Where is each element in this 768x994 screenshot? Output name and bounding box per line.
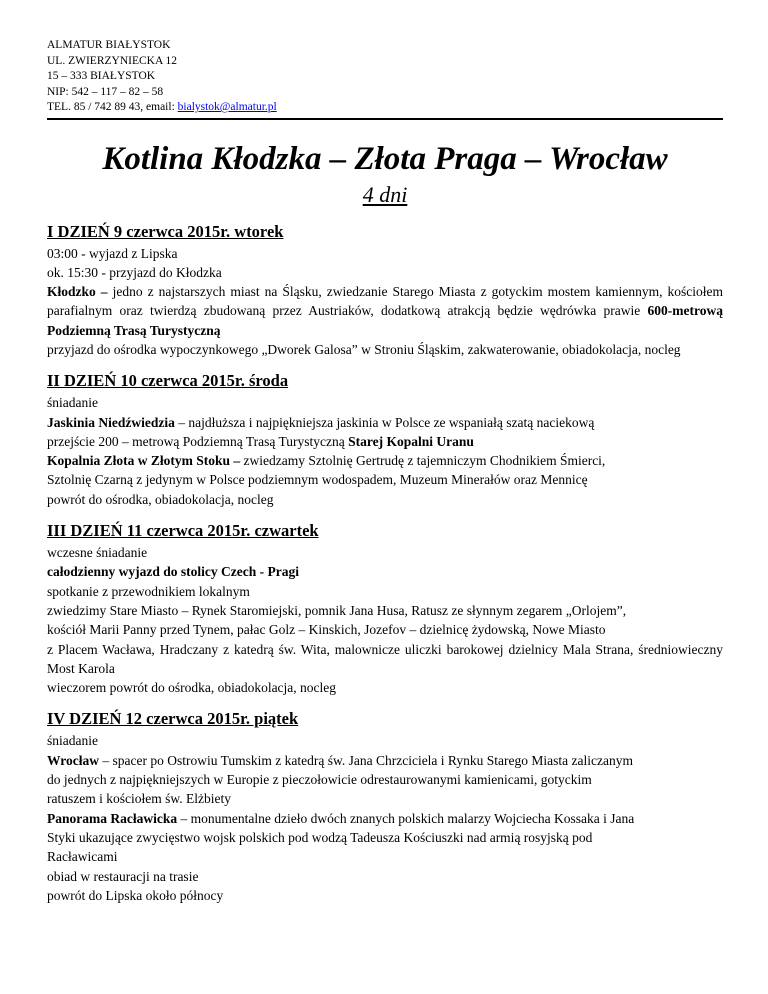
header-divider (47, 118, 723, 120)
document-title: Kotlina Kłodzka – Złota Praga – Wrocław (102, 140, 668, 177)
itinerary-line: obiad w restauracji na trasie (47, 868, 199, 884)
itinerary-line: powrót do Lipska około północy (47, 887, 224, 903)
itinerary-line: wczesne śniadanie (47, 545, 148, 561)
itinerary-line: przejście 200 – metrową Podziemną Trasą Turystyczną Starej Kopalni Uranu (47, 433, 474, 449)
itinerary-paragraph: Kłodzko – jedno z najstarszych miast na Śląsku, zwiedzanie Starego Miasta z gotyckim mostem kamiennym, kościołem parafialnym oraz twierdzą zbudowaną przez Austriaków, dodatkową atrakcją będzie wędrówka prawie 600-metrową Podziemną Trasą Turystyczną (47, 284, 723, 338)
day-section-1 (47, 222, 723, 360)
itinerary-line: powrót do ośrodka, obiadokolacja, nocleg (47, 491, 274, 507)
attraction-name: 600-metrową Podziemną Trasą Turystyczną (47, 303, 723, 338)
day-section-3 (47, 521, 723, 697)
itinerary-line: do jednych z najpiękniejszych w Europie z pieczołowicie odrestaurowanymi kamienicami, gotyckim (47, 772, 592, 788)
company-name: ALMATUR BIAŁYSTOK (47, 39, 171, 51)
place-name: Jaskinia Niedźwiedzia (47, 414, 175, 430)
day-heading: II DZIEŃ 10 czerwca 2015r. środa (47, 371, 289, 391)
itinerary-paragraph: z Placem Wacława, Hradczany z katedrą św. Wita, malownicze uliczki barokowej dzielnicy Mala Strana, średniowieczny Most Karola (47, 641, 723, 676)
itinerary-line: wieczorem powrót do ośrodka, obiadokolacja, nocleg (47, 680, 337, 696)
itinerary-line: Wrocław – spacer po Ostrowiu Tumskim z katedrą św. Jana Chrzciciela i Rynku Starego Miasta zaliczanym (47, 752, 633, 768)
itinerary-line: spotkanie z przewodnikiem lokalnym (47, 583, 250, 599)
itinerary-line: Jaskinia Niedźwiedzia – najdłuższa i najpiękniejsza jaskinia w Polsce ze wspaniałą szatą naciekową (47, 414, 595, 430)
place-name: Wrocław (47, 752, 99, 768)
company-header (47, 38, 723, 116)
itinerary-line: zwiedzimy Stare Miasto – Rynek Staromiejski, pomnik Jana Husa, Ratusz ze słynnym zegarem „Orlojem”, (47, 602, 627, 618)
attraction-name: Starej Kopalni Uranu (348, 433, 474, 449)
company-city: 15 – 333 BIAŁYSTOK (47, 70, 156, 82)
duration-label: 4 dni (362, 181, 408, 207)
document-page (47, 38, 723, 905)
day-section-2 (47, 371, 723, 509)
company-contact (47, 100, 723, 116)
trip-highlight: całodzienny wyjazd do stolicy Czech - Pragi (47, 564, 299, 580)
itinerary-line: śniadanie (47, 395, 98, 411)
itinerary-line: Styki ukazujące zwycięstwo wojsk polskich pod wodzą Tadeusza Kościuszki nad armią rosyjską pod (47, 829, 593, 845)
itinerary-line: Panorama Racławicka – monumentalne dzieło dwóch znanych polskich malarzy Wojciecha Kossaka i Jana (47, 810, 635, 826)
company-street: UL. ZWIERZYNIECKA 12 (47, 54, 177, 67)
document-subtitle (47, 182, 723, 208)
itinerary-line (47, 562, 723, 581)
day-section-4 (47, 709, 723, 905)
attraction-name: Panorama Racławicka (47, 810, 178, 826)
email-link[interactable]: bialystok@almatur.pl (177, 101, 277, 113)
itinerary-paragraph: przyjazd do ośrodka wypoczynkowego „Dworek Galosa” w Stroniu Śląskim, zakwaterowanie, obiadokolacja, nocleg (47, 341, 681, 357)
itinerary-line: śniadanie (47, 733, 98, 749)
itinerary-line: ok. 15:30 - przyjazd do Kłodzka (47, 264, 222, 280)
company-nip: NIP: 542 – 117 – 82 – 58 (47, 85, 164, 98)
itinerary-line: Kopalnia Złota w Złotym Stoku – zwiedzamy Sztolnię Gertrudę z tajemniczym Chodnikiem Śmierci, (47, 453, 606, 469)
itinerary-line: 03:00 - wyjazd z Lipska (47, 245, 178, 261)
place-name: Kopalnia Złota w Złotym Stoku – (47, 453, 241, 469)
day-heading: IV DZIEŃ 12 czerwca 2015r. piątek (47, 709, 299, 729)
itinerary-line: ratuszem i kościołem św. Elżbiety (47, 791, 231, 807)
day-heading: I DZIEŃ 9 czerwca 2015r. wtorek (47, 221, 284, 241)
company-tel: TEL. 85 / 742 89 43, email: (47, 101, 178, 113)
day-heading: III DZIEŃ 11 czerwca 2015r. czwartek (47, 521, 319, 541)
itinerary-line: Racławicami (47, 849, 118, 865)
itinerary-line: kościół Marii Panny przed Tynem, pałac Golz – Kinskich, Jozefov – dzielnicę żydowską, Nowe Miasto (47, 622, 606, 638)
itinerary-line: Sztolnię Czarną z jedynym w Polsce podziemnym wodospadem, Muzeum Minerałów oraz Mennicę (47, 472, 588, 488)
place-name: Kłodzko – (47, 284, 108, 300)
